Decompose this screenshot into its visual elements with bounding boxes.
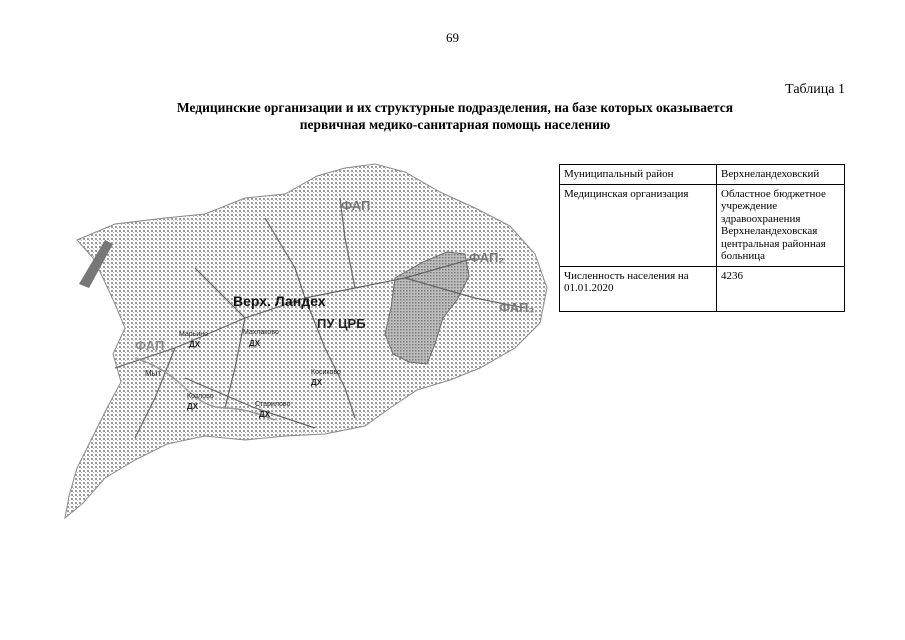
table-label: Таблица 1 [785, 82, 845, 97]
table-cell-value: Областное бюджетное учреждение здравоохранения Верхнеландеховская центральная районная больница [717, 184, 845, 266]
map-label-kozlovo-dh: ДХ [187, 402, 199, 411]
map-label-myt: Мыт [145, 369, 162, 378]
map-label-kosikovo: Косиково [311, 369, 341, 376]
map-label-fap-3: ФАП₃ [499, 300, 535, 315]
map-label-starilovo: Старилово [255, 401, 291, 408]
document-title [110, 99, 800, 133]
map-label-marino: Марьино [179, 331, 209, 338]
table-row [560, 165, 845, 185]
map-label-fap-1: ФАП [341, 198, 371, 213]
map-label-marino-dh: ДХ [189, 340, 201, 349]
map-label-makhlakovo: Махлаково [243, 329, 279, 336]
map-label-center: Верх. Ландех [233, 293, 326, 309]
map-label-kosikovo-dh: ДХ [311, 378, 323, 387]
table-row [560, 266, 845, 311]
table-cell-key: Медицинская организация [560, 184, 717, 266]
map-label-crb: ПУ ЦРБ [317, 316, 366, 331]
page-number: 69 [446, 30, 459, 45]
table-cell-value: 4236 [717, 266, 845, 311]
map-label-kozlovo: Козлово [187, 393, 214, 400]
district-map [55, 158, 555, 528]
info-table [559, 164, 845, 312]
table-cell-key: Муниципальный район [560, 165, 717, 185]
map-label-makhlakovo-dh: ДХ [249, 339, 261, 348]
map-label-starilovo-dh: ДХ [259, 410, 271, 419]
title-line-2: первичная медико-санитарная помощь населению [299, 117, 611, 132]
table-cell-key: Численность населения на 01.01.2020 [560, 266, 717, 311]
table-cell-value: Верхнеландеховский [717, 165, 845, 185]
map-label-fap-2: ФАП₂ [469, 250, 505, 265]
map-label-fap-4: ФАП [135, 338, 165, 353]
title-line-1: Медицинские организации и их структурные подразделения, на базе которых оказывается [176, 100, 734, 115]
district-map-svg [55, 158, 555, 528]
table-row [560, 184, 845, 266]
